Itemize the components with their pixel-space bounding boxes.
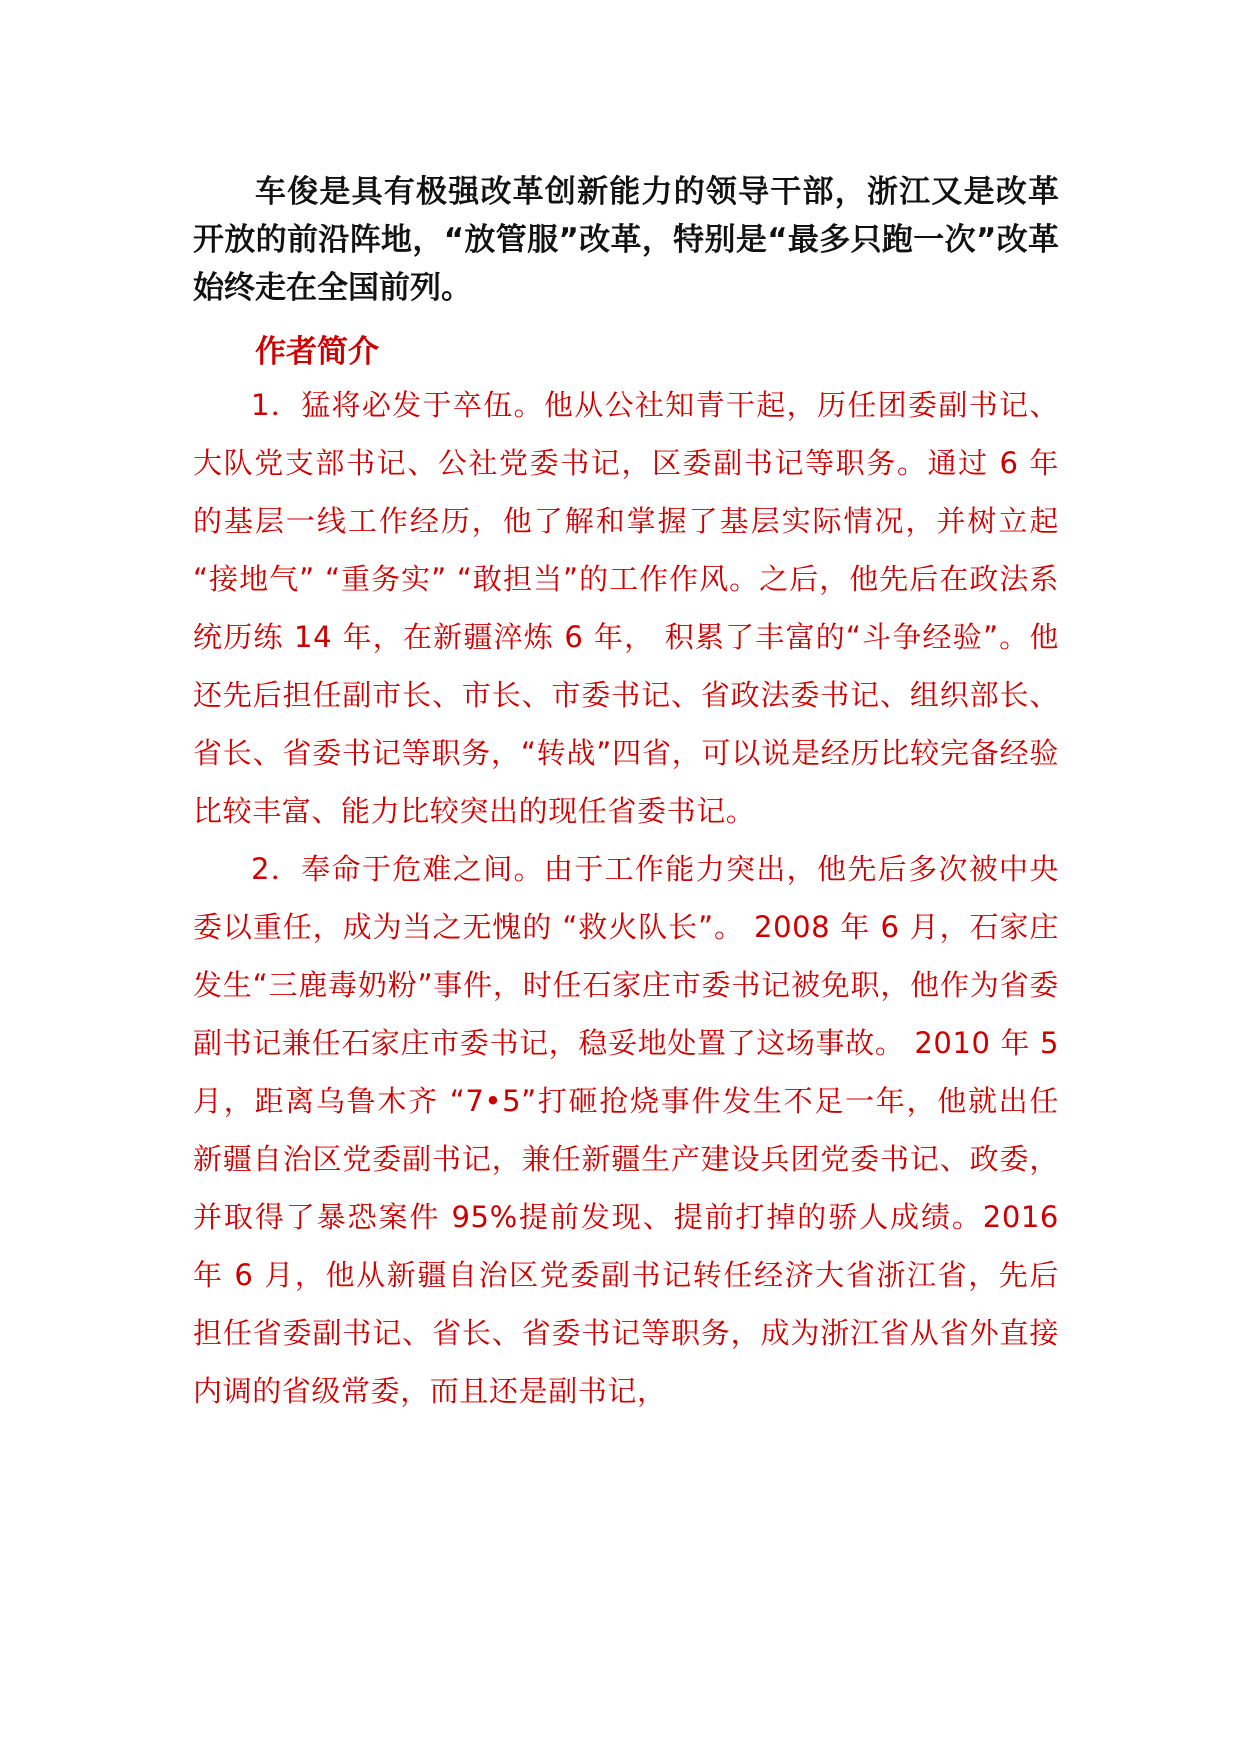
- document-page: [193, 168, 1059, 1420]
- profile-paragraph-2: 2．奉命于危难之间。由于工作能力突出，他先后多次被中央委以重任，成为当之无愧的 “救火队长”。 2008 年 6 月，石家庄发生“三鹿毒奶粉”事件，时任石家庄市委书记被免职，他作为省委副书记兼任石家庄市委书记，稳妥地处置了这场事故。 2010 年 5 月，距离乌鲁木齐 “7•5”打砸抢烧事件发生不足一年，他就出任新疆自治区党委副书记，兼任新疆生产建设兵团党委书记、政委，并取得了暴恐案件 95%提前发现、提前打掉的骄人成绩。2016 年 6 月，他从新疆自治区党委副书记转任经济大省浙江省，先后担任省委副书记、省长、省委书记等职务，成为浙江省从省外直接内调的省级常委，而且还是副书记，: [193, 852, 1059, 1408]
- profile-paragraph-1: 1．猛将必发于卒伍。他从公社知青干起，历任团委副书记、大队党支部书记、公社党委书记，区委副书记等职务。通过 6 年的基层一线工作经历，他了解和掌握了基层实际情况，并树立起 “接地气” “重务实” “敢担当”的工作作风。之后，他先后在政法系统历练 14 年，在新疆淬炼 6 年， 积累了丰富的“斗争经验”。他还先后担任副市长、市长、市委书记、省政法委书记、组织部长、省长、省委书记等职务，“转战”四省，可以说是经历比较完备经验比较丰富、能力比较突出的现任省委书记。: [193, 388, 1059, 828]
- section-title-author-profile: 作者简介: [255, 334, 379, 370]
- intro-paragraph: 车俊是具有极强改革创新能力的领导干部，浙江又是改革开放的前沿阵地，“放管服”改革，特别是“最多只跑一次”改革始终走在全国前列。: [193, 174, 1059, 306]
